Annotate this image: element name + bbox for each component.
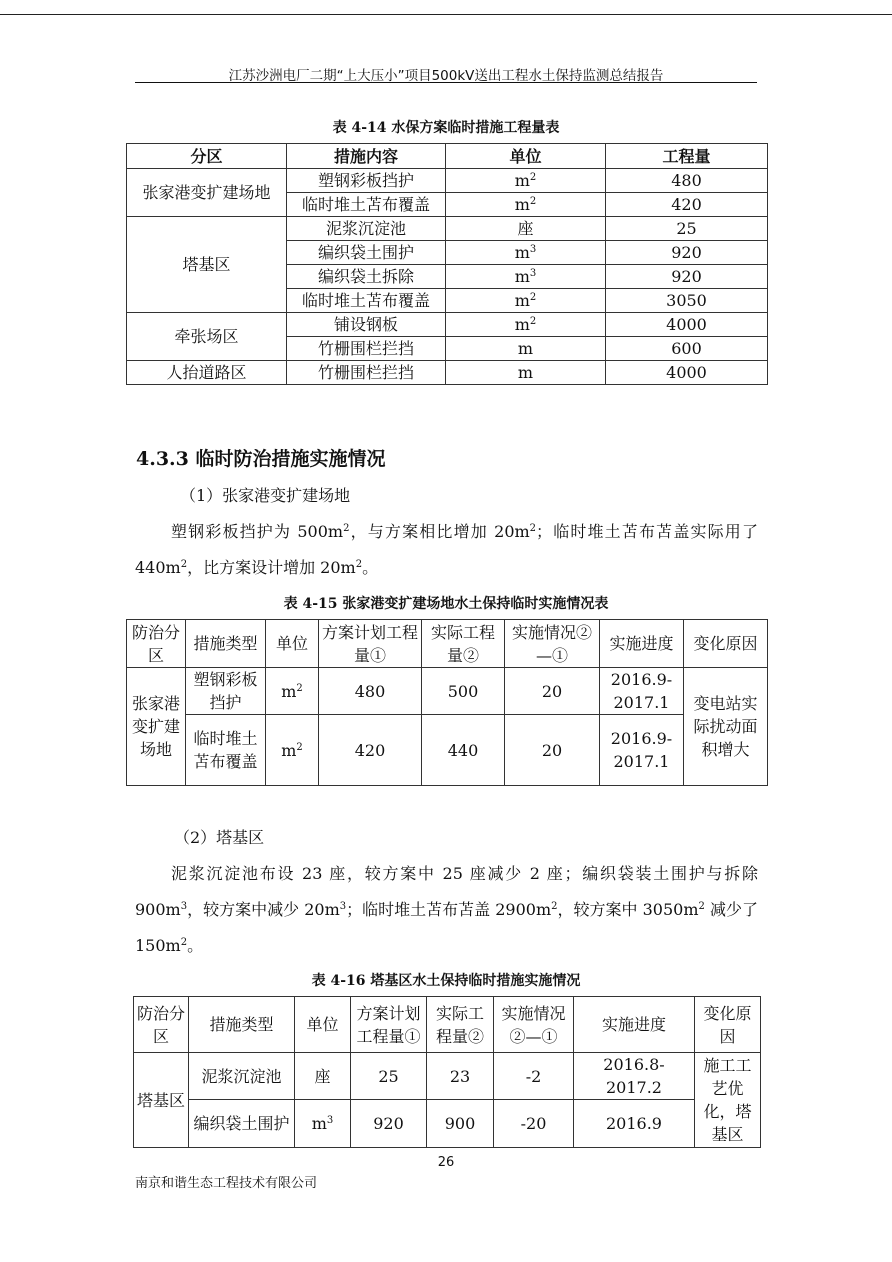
actual-cell: 23	[427, 1053, 494, 1100]
table-header-row	[134, 997, 761, 1053]
subsection-title-2: （2）塔基区	[174, 828, 265, 847]
zone-cell: 张家港变扩建场地	[127, 169, 287, 217]
header-cell: 单位	[446, 144, 606, 169]
header-cell: 措施内容	[287, 144, 446, 169]
table-4-15	[126, 619, 768, 786]
progress-cell: 2016.9-2017.1	[600, 715, 684, 786]
zone-cell: 塔基区	[134, 1053, 189, 1148]
unit-cell: 座	[446, 217, 606, 241]
top-border	[0, 0, 892, 15]
measure-cell: 泥浆沉淀池	[287, 217, 446, 241]
measure-cell: 临时堆土苫布覆盖	[287, 193, 446, 217]
header-cell: 措施类型	[186, 620, 266, 668]
measure-cell: 竹栅围栏拦挡	[287, 361, 446, 385]
diff-cell: 20	[505, 668, 600, 715]
qty-cell: 600	[606, 337, 768, 361]
measure-cell: 临时堆土苫布覆盖	[287, 289, 446, 313]
qty-cell: 4000	[606, 361, 768, 385]
header-cell: 防治分区	[134, 997, 189, 1053]
header-cell: 实施进度	[600, 620, 684, 668]
progress-cell: 2016.8-2017.2	[574, 1053, 695, 1100]
table-4-14-caption: 表 4-14 水保方案临时措施工程量表	[332, 120, 560, 136]
plan-cell: 920	[351, 1100, 427, 1148]
measure-cell: 塑钢彩板挡护	[287, 169, 446, 193]
table-4-15-caption: 表 4-15 张家港变扩建场地水土保持临时实施情况表	[283, 596, 609, 612]
header-cell: 实施情况②—①	[505, 620, 600, 668]
table-row	[127, 361, 768, 385]
diff-cell: -2	[494, 1053, 574, 1100]
page-number: 26	[437, 1155, 455, 1170]
plan-cell: 420	[319, 715, 422, 786]
diff-cell: 20	[505, 715, 600, 786]
header-cell: 实施情况②—①	[494, 997, 574, 1053]
running-header: 江苏沙洲电厂二期“上大压小”项目500kV送出工程水土保持监测总结报告	[228, 68, 664, 84]
type-cell: 临时堆土苫布覆盖	[186, 715, 266, 786]
table-row	[134, 1100, 761, 1148]
header-cell: 防治分区	[127, 620, 186, 668]
section-heading: 4.3.3 临时防治措施实施情况	[136, 448, 386, 470]
unit-cell: $m^2$	[446, 289, 606, 313]
qty-cell: 3050	[606, 289, 768, 313]
zone-cell: 牵张场区	[127, 313, 287, 361]
table-4-16-caption: 表 4-16 塔基区水土保持临时措施实施情况	[311, 973, 581, 989]
actual-cell: 900	[427, 1100, 494, 1148]
table-4-14	[126, 143, 768, 385]
zone-cell: 塔基区	[127, 217, 287, 313]
reason-cell: 变电站实际扰动面积增大	[684, 668, 768, 786]
measure-cell: 编织袋土围护	[287, 241, 446, 265]
unit-cell: $m^3$	[446, 241, 606, 265]
header-rule	[135, 82, 757, 83]
actual-cell: 500	[422, 668, 505, 715]
unit-cell: $m^3$	[295, 1100, 351, 1148]
qty-cell: 420	[606, 193, 768, 217]
qty-cell: 25	[606, 217, 768, 241]
zone-cell: 人抬道路区	[127, 361, 287, 385]
actual-cell: 440	[422, 715, 505, 786]
progress-cell: 2016.9-2017.1	[600, 668, 684, 715]
subsection-title-1: （1）张家港变扩建场地	[180, 486, 351, 505]
unit-cell: $m^2$	[266, 668, 319, 715]
table-row	[127, 169, 768, 193]
footer-company: 南京和谐生态工程技术有限公司	[135, 1176, 318, 1191]
type-cell: 塑钢彩板挡护	[186, 668, 266, 715]
unit-cell: $m^2$	[446, 193, 606, 217]
header-cell: 分区	[127, 144, 287, 169]
header-cell: 方案计划工程量①	[319, 620, 422, 668]
measure-cell: 编织袋土拆除	[287, 265, 446, 289]
header-cell: 方案计划工程量①	[351, 997, 427, 1053]
type-cell: 泥浆沉淀池	[189, 1053, 295, 1100]
diff-cell: -20	[494, 1100, 574, 1148]
unit-cell: m	[446, 361, 606, 385]
measure-cell: 铺设钢板	[287, 313, 446, 337]
table-4-16	[133, 996, 761, 1148]
reason-cell: 施工工艺优化，塔基区	[695, 1053, 761, 1148]
zone-cell: 张家港变扩建场地	[127, 668, 186, 786]
table-row	[127, 715, 768, 786]
qty-cell: 480	[606, 169, 768, 193]
table-row	[127, 313, 768, 337]
unit-cell: $m^2$	[446, 169, 606, 193]
unit-cell: $m^2$	[446, 313, 606, 337]
table-row	[127, 668, 768, 715]
unit-cell: m	[446, 337, 606, 361]
header-cell: 实际工程量②	[427, 997, 494, 1053]
measure-cell: 竹栅围栏拦挡	[287, 337, 446, 361]
unit-cell: $m^3$	[446, 265, 606, 289]
table-row	[134, 1053, 761, 1100]
paragraph-1: 塑钢彩板挡护为 $500m^2$，与方案相比增加 $20m^2$；临时堆土苫布苫盖实际用了 $440m^2$，比方案设计增加 $20m^2$。	[135, 522, 758, 577]
paragraph-2: 泥浆沉淀池布设 23 座，较方案中 25 座减少 2 座；编织袋装土围护与拆除 $900m^3$，较方案中减少 $20m^3$；临时堆土苫布苫盖 $2900m^2$，较方案中 $3050m^2$ 减少了 $150m^2$。	[135, 864, 758, 955]
header-cell: 变化原因	[684, 620, 768, 668]
qty-cell: 4000	[606, 313, 768, 337]
progress-cell: 2016.9	[574, 1100, 695, 1148]
header-cell: 变化原因	[695, 997, 761, 1053]
unit-cell: $m^2$	[266, 715, 319, 786]
table-row	[127, 217, 768, 241]
qty-cell: 920	[606, 241, 768, 265]
header-cell: 单位	[295, 997, 351, 1053]
header-cell: 实际工程量②	[422, 620, 505, 668]
qty-cell: 920	[606, 265, 768, 289]
plan-cell: 25	[351, 1053, 427, 1100]
header-cell: 单位	[266, 620, 319, 668]
table-header-row	[127, 620, 768, 668]
unit-cell: 座	[295, 1053, 351, 1100]
type-cell: 编织袋土围护	[189, 1100, 295, 1148]
header-cell: 工程量	[606, 144, 768, 169]
header-cell: 实施进度	[574, 997, 695, 1053]
header-cell: 措施类型	[189, 997, 295, 1053]
table-header-row	[127, 144, 768, 169]
plan-cell: 480	[319, 668, 422, 715]
